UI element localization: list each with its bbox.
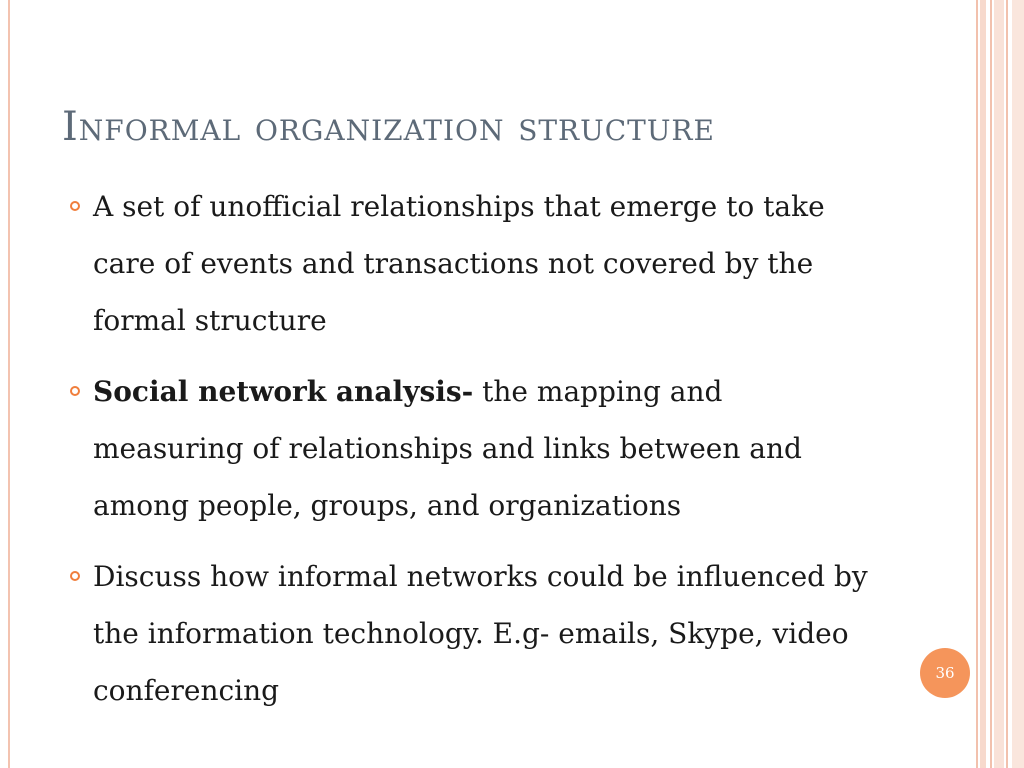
right-decorative-stripe bbox=[990, 0, 992, 768]
bullet-item bbox=[70, 178, 870, 349]
bullet-bold-term: Social network analysis- bbox=[93, 375, 474, 408]
right-decorative-stripe bbox=[1006, 0, 1008, 768]
bullet-text: Discuss how informal networks could be influenced by the information technology. E.g- emails, Skype, video conferencing bbox=[93, 560, 868, 707]
bullet-circle-icon bbox=[70, 571, 80, 581]
bullet-circle-icon bbox=[70, 386, 80, 396]
slide-title: Informal organization structure bbox=[62, 104, 715, 150]
page-number-badge: 36 bbox=[920, 648, 970, 698]
bullet-item bbox=[70, 363, 870, 534]
left-border-line bbox=[8, 0, 10, 768]
bullet-text: the mapping and measuring of relationships and links between and among people, groups, and organizations bbox=[93, 375, 802, 522]
bullet-list bbox=[70, 178, 870, 733]
right-decorative-stripe bbox=[994, 0, 1004, 768]
bullet-circle-icon bbox=[70, 201, 80, 211]
right-decorative-stripe bbox=[980, 0, 986, 768]
right-decorative-stripe bbox=[976, 0, 978, 768]
right-decorative-stripe bbox=[1012, 0, 1024, 768]
bullet-item bbox=[70, 548, 870, 719]
bullet-text: A set of unofficial relationships that emerge to take care of events and transactions not covered by the formal structure bbox=[93, 190, 825, 337]
